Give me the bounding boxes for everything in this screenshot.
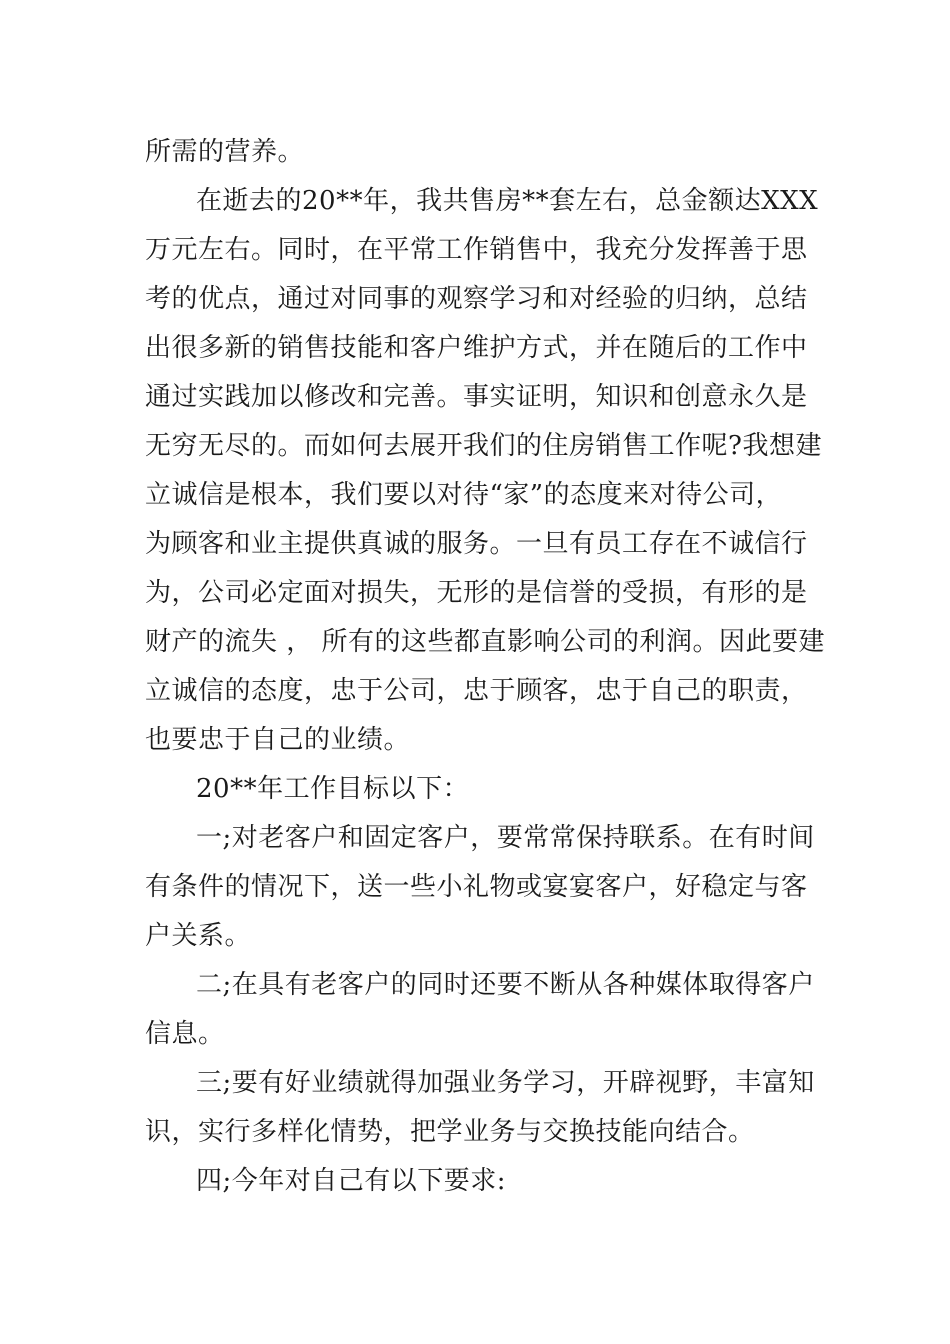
text-line: 在逝去的20**年，我共售房**套左右，总金额达XXX bbox=[196, 186, 819, 216]
text-line: 为，公司必定面对损失，无形的是信誉的受损，有形的是 bbox=[145, 578, 808, 608]
text-line: 考的优点，通过对同事的观察学习和对经验的归纳，总结 bbox=[145, 284, 808, 314]
text-line: 识，实行多样化情势，把学业务与交换技能向结合。 bbox=[145, 1117, 755, 1147]
text-line: 四;今年对自己有以下要求: bbox=[196, 1166, 507, 1196]
text-line: 有条件的情况下，送一些小礼物或宴宴客户，好稳定与客 bbox=[145, 872, 808, 902]
text-line: 20**年工作目标以下： bbox=[196, 774, 470, 804]
text-line: 信息。 bbox=[145, 1019, 225, 1049]
text-line: 万元左右。同时，在平常工作销售中，我充分发挥善于思 bbox=[145, 235, 808, 265]
text-line: 所需的营养。 bbox=[145, 137, 305, 167]
text-line: 为顾客和业主提供真诚的服务。一旦有员工存在不诚信行 bbox=[145, 529, 808, 559]
text-line: 通过实践加以修改和完善。事实证明，知识和创意永久是 bbox=[145, 382, 808, 412]
text-line: 立诚信的态度，忠于公司，忠于顾客，忠于自己的职责， bbox=[145, 676, 808, 706]
text-line: 三;要有好业绩就得加强业务学习，开辟视野，丰富知 bbox=[196, 1068, 815, 1098]
text-line: 立诚信是根本，我们要以对待“家”的态度来对待公司， bbox=[145, 480, 783, 510]
text-line: 出很多新的销售技能和客户维护方式，并在随后的工作中 bbox=[145, 333, 808, 363]
text-line: 也要忠于自己的业绩。 bbox=[145, 725, 411, 755]
text-line: 户关系。 bbox=[145, 921, 252, 951]
text-line: 一;对老客户和固定客户，要常常保持联系。在有时间 bbox=[196, 823, 815, 853]
text-line: 无穷无尽的。而如何去展开我们的住房销售工作呢?我想建 bbox=[145, 431, 822, 461]
text-line: 财产的流失 ， 所有的这些都直影响公司的利润。因此要建 bbox=[145, 627, 826, 657]
text-line: 二;在具有老客户的同时还要不断从各种媒体取得客户 bbox=[196, 970, 815, 1000]
